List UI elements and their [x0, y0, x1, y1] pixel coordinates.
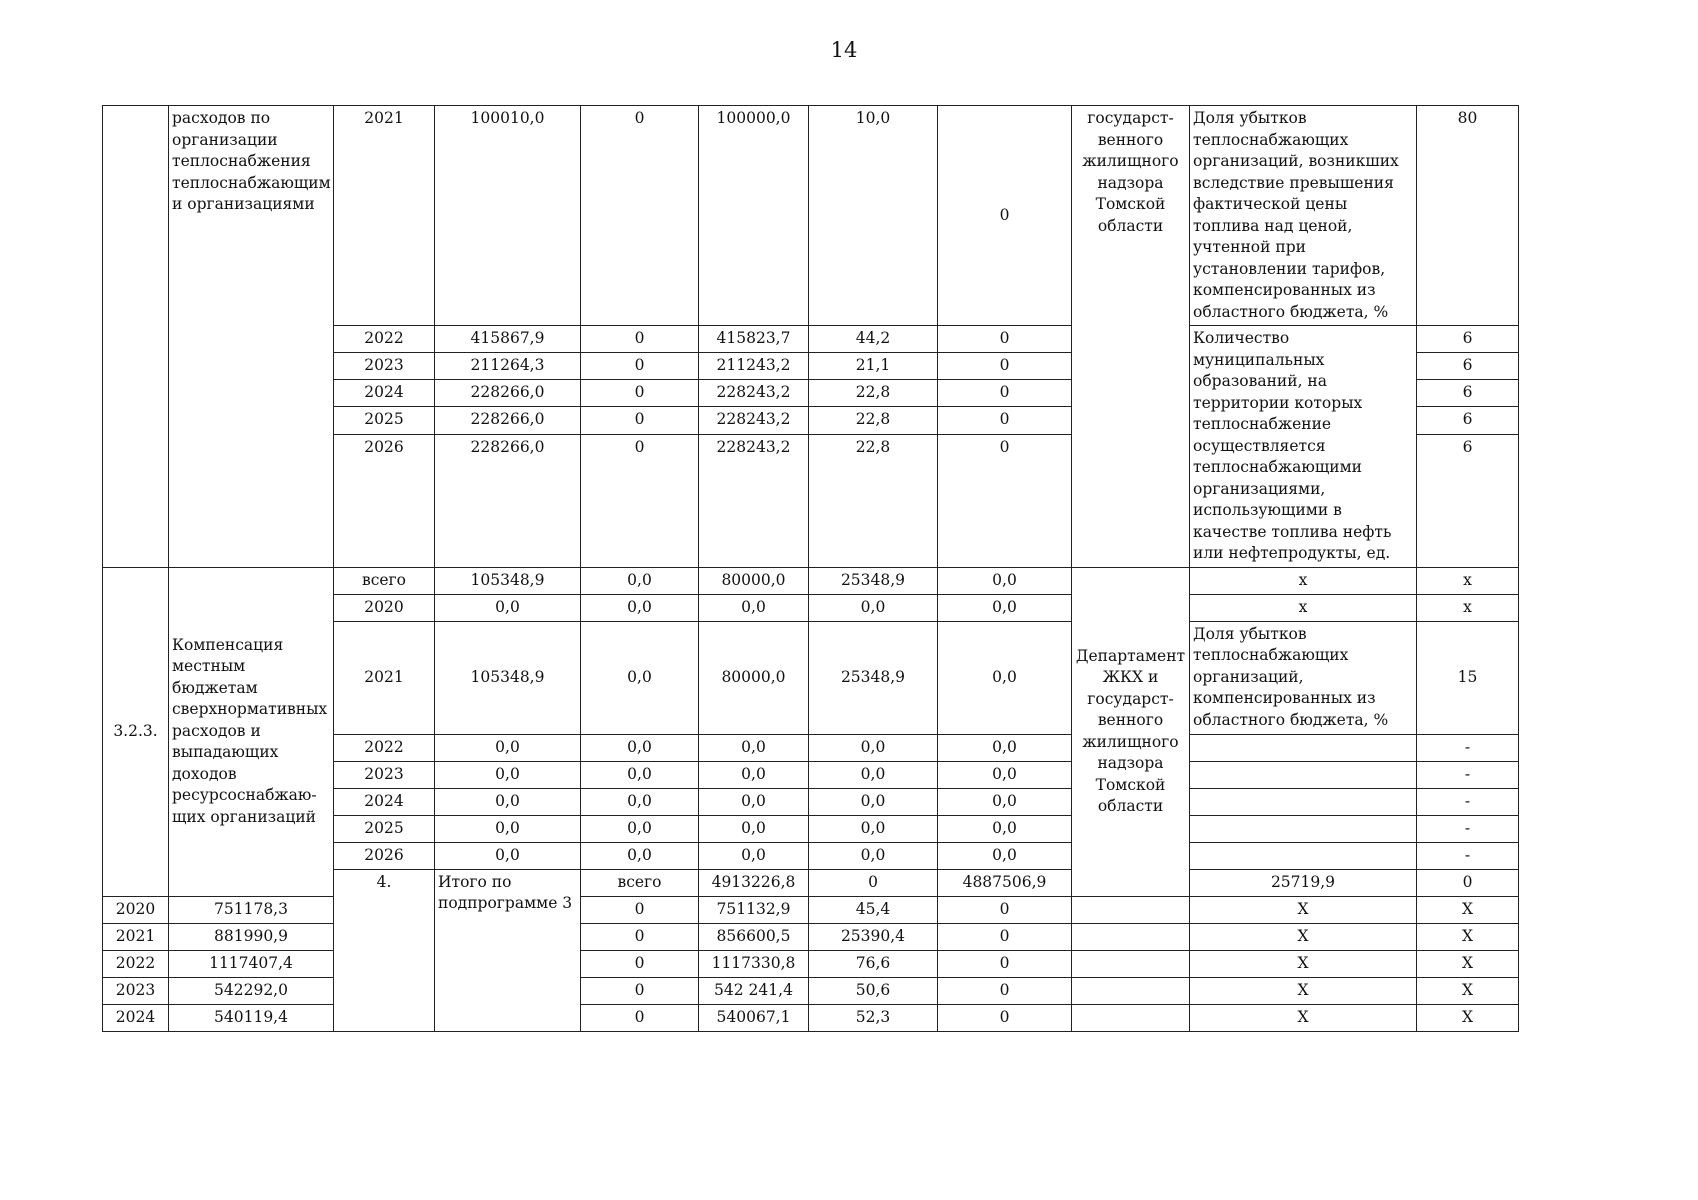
total-cell: 0,0	[435, 594, 581, 621]
extrabudget-cell: 0	[938, 923, 1072, 950]
extrabudget-cell: 0	[938, 407, 1072, 434]
local-cell: 0,0	[809, 594, 938, 621]
extrabudget-cell: 0	[938, 1004, 1072, 1031]
indicator-cell: X	[1190, 977, 1417, 1004]
extrabudget-cell: 0	[938, 434, 1072, 567]
extrabudget-cell: 0,0	[938, 761, 1072, 788]
indicator-value-cell: -	[1417, 842, 1519, 869]
local-cell: 25390,4	[809, 923, 938, 950]
row-number-cell	[103, 106, 169, 568]
regional-cell: 542 241,4	[699, 977, 809, 1004]
federal-cell: 0	[581, 896, 699, 923]
table-row	[103, 1004, 1519, 1031]
year-cell: 2023	[334, 761, 435, 788]
regional-cell: 0,0	[699, 842, 809, 869]
indicator-value-cell: -	[1417, 788, 1519, 815]
federal-cell: 0	[809, 869, 938, 896]
indicator-value-cell: 6	[1417, 353, 1519, 380]
table-row	[103, 950, 1519, 977]
indicator-cell	[1190, 788, 1417, 815]
extrabudget-cell: 0,0	[938, 594, 1072, 621]
regional-cell: 80000,0	[699, 567, 809, 594]
indicator-cell: Доля убытков теплоснабжающих организаций, возникших вследствие превышения фактической цены топлива над ценой, учтенной при установлении тарифов, компенсированных из областного бюджета, %	[1190, 106, 1417, 326]
row-number-cell: 3.2.3.	[103, 567, 169, 896]
total-cell: 0,0	[435, 815, 581, 842]
total-cell: 540119,4	[169, 1004, 334, 1031]
indicator-cell	[1190, 734, 1417, 761]
total-cell: 0,0	[435, 761, 581, 788]
row-number-cell: 4.	[334, 869, 435, 1031]
responsible-cell	[1072, 977, 1190, 1004]
federal-cell: 0	[581, 380, 699, 407]
regional-cell: 4887506,9	[938, 869, 1072, 896]
regional-cell: 540067,1	[699, 1004, 809, 1031]
year-cell: 2021	[103, 923, 169, 950]
indicator-value-cell: 6	[1417, 407, 1519, 434]
local-cell: 25348,9	[809, 621, 938, 734]
indicator-cell: Доля убытков теплоснабжающих организаций, компенсированных из областного бюджета, %	[1190, 621, 1417, 734]
regional-cell: 0,0	[699, 761, 809, 788]
federal-cell: 0,0	[581, 734, 699, 761]
local-cell: 0,0	[809, 788, 938, 815]
federal-cell: 0	[581, 106, 699, 326]
year-cell: 2022	[103, 950, 169, 977]
responsible-cell	[1072, 1004, 1190, 1031]
local-cell: 52,3	[809, 1004, 938, 1031]
local-cell: 25719,9	[1190, 869, 1417, 896]
extrabudget-cell: 0,0	[938, 788, 1072, 815]
regional-cell: 0,0	[699, 815, 809, 842]
regional-cell: 228243,2	[699, 434, 809, 567]
regional-cell: 0,0	[699, 788, 809, 815]
extrabudget-cell: 0,0	[938, 815, 1072, 842]
indicator-value-cell: -	[1417, 761, 1519, 788]
regional-cell: 1117330,8	[699, 950, 809, 977]
indicator-cell: x	[1190, 567, 1417, 594]
federal-cell: 0	[581, 923, 699, 950]
year-cell: 2023	[334, 353, 435, 380]
indicator-cell	[1190, 842, 1417, 869]
year-cell: 2021	[334, 621, 435, 734]
indicator-value-cell: X	[1417, 923, 1519, 950]
year-cell: 2025	[334, 815, 435, 842]
table-row	[103, 977, 1519, 1004]
indicator-cell: Количество муниципальных образований, на территории которых теплоснабжение осуществляется теплоснабжающими организациями, использующими в качестве топлива нефть или нефтепродукты, ед.	[1190, 326, 1417, 568]
local-cell: 21,1	[809, 353, 938, 380]
indicator-value-cell: X	[1417, 1004, 1519, 1031]
indicator-cell	[1190, 761, 1417, 788]
extrabudget-cell: 0	[1417, 869, 1519, 896]
year-cell: 2020	[334, 594, 435, 621]
total-cell: 881990,9	[169, 923, 334, 950]
indicator-value-cell: x	[1417, 567, 1519, 594]
indicator-value-cell: 6	[1417, 434, 1519, 567]
local-cell: 44,2	[809, 326, 938, 353]
year-cell: 2022	[334, 734, 435, 761]
federal-cell: 0,0	[581, 621, 699, 734]
year-cell: всего	[334, 567, 435, 594]
total-cell: 0,0	[435, 788, 581, 815]
extrabudget-cell: 0	[938, 326, 1072, 353]
local-cell: 0,0	[809, 761, 938, 788]
total-cell: 228266,0	[435, 434, 581, 567]
federal-cell: 0,0	[581, 842, 699, 869]
indicator-cell: X	[1190, 1004, 1417, 1031]
year-cell: всего	[581, 869, 699, 896]
federal-cell: 0,0	[581, 761, 699, 788]
indicator-cell: X	[1190, 923, 1417, 950]
local-cell: 0,0	[809, 815, 938, 842]
regional-cell: 228243,2	[699, 407, 809, 434]
total-cell: 0,0	[435, 842, 581, 869]
regional-cell: 0,0	[699, 594, 809, 621]
indicator-value-cell: 6	[1417, 326, 1519, 353]
indicator-cell: X	[1190, 896, 1417, 923]
regional-cell: 211243,2	[699, 353, 809, 380]
indicator-value-cell: X	[1417, 896, 1519, 923]
year-cell: 2023	[103, 977, 169, 1004]
year-cell: 2024	[334, 380, 435, 407]
federal-cell: 0	[581, 950, 699, 977]
indicator-value-cell: X	[1417, 950, 1519, 977]
year-cell: 2026	[334, 842, 435, 869]
federal-cell: 0	[581, 434, 699, 567]
local-cell: 22,8	[809, 434, 938, 567]
responsible-cell: государст-венного жилищного надзора Томской области	[1072, 106, 1190, 568]
extrabudget-cell: 0	[938, 353, 1072, 380]
total-cell: 1117407,4	[169, 950, 334, 977]
extrabudget-cell: 0,0	[938, 621, 1072, 734]
total-cell: 100010,0	[435, 106, 581, 326]
table-row	[103, 896, 1519, 923]
year-cell: 2020	[103, 896, 169, 923]
federal-cell: 0	[581, 353, 699, 380]
federal-cell: 0,0	[581, 815, 699, 842]
local-cell: 0,0	[809, 842, 938, 869]
federal-cell: 0	[581, 326, 699, 353]
measure-name: Итого по подпрограмме 3	[435, 869, 581, 1031]
indicator-cell	[1190, 815, 1417, 842]
indicator-value-cell: -	[1417, 734, 1519, 761]
local-cell: 22,8	[809, 380, 938, 407]
local-cell: 50,6	[809, 977, 938, 1004]
year-cell: 2026	[334, 434, 435, 567]
responsible-cell: Департамент ЖКХ и государст-венного жилищного надзора Томской области	[1072, 567, 1190, 896]
indicator-value-cell: X	[1417, 977, 1519, 1004]
local-cell: 10,0	[809, 106, 938, 326]
federal-cell: 0,0	[581, 594, 699, 621]
budget-table	[102, 105, 1519, 1032]
local-cell: 76,6	[809, 950, 938, 977]
regional-cell: 856600,5	[699, 923, 809, 950]
regional-cell: 228243,2	[699, 380, 809, 407]
extrabudget-cell: 0	[938, 380, 1072, 407]
extrabudget-cell: 0	[938, 106, 1072, 326]
responsible-cell	[1072, 896, 1190, 923]
indicator-value-cell: 15	[1417, 621, 1519, 734]
measure-name: расходов по организации теплоснабжения теплоснабжающим и организациями	[169, 106, 334, 568]
total-cell: 751178,3	[169, 896, 334, 923]
extrabudget-cell: 0	[938, 896, 1072, 923]
indicator-value-cell: -	[1417, 815, 1519, 842]
extrabudget-cell: 0	[938, 950, 1072, 977]
indicator-value-cell: 6	[1417, 380, 1519, 407]
federal-cell: 0,0	[581, 788, 699, 815]
regional-cell: 80000,0	[699, 621, 809, 734]
responsible-cell	[1072, 950, 1190, 977]
indicator-cell: x	[1190, 594, 1417, 621]
total-cell: 211264,3	[435, 353, 581, 380]
table-row	[103, 923, 1519, 950]
total-cell: 4913226,8	[699, 869, 809, 896]
local-cell: 22,8	[809, 407, 938, 434]
year-cell: 2021	[334, 106, 435, 326]
year-cell: 2024	[103, 1004, 169, 1031]
federal-cell: 0	[581, 1004, 699, 1031]
regional-cell: 751132,9	[699, 896, 809, 923]
extrabudget-cell: 0,0	[938, 734, 1072, 761]
indicator-value-cell: x	[1417, 594, 1519, 621]
total-cell: 228266,0	[435, 407, 581, 434]
local-cell: 25348,9	[809, 567, 938, 594]
regional-cell: 0,0	[699, 734, 809, 761]
year-cell: 2025	[334, 407, 435, 434]
total-cell: 228266,0	[435, 380, 581, 407]
total-cell: 0,0	[435, 734, 581, 761]
extrabudget-cell: 0,0	[938, 567, 1072, 594]
local-cell: 0,0	[809, 734, 938, 761]
total-cell: 542292,0	[169, 977, 334, 1004]
measure-name: Компенсация местным бюджетам сверхнормативных расходов и выпадающих доходов ресурсоснабжаю-щих организаций	[169, 567, 334, 896]
table-row	[103, 106, 1519, 326]
regional-cell: 100000,0	[699, 106, 809, 326]
extrabudget-cell: 0	[938, 977, 1072, 1004]
table-row	[103, 567, 1519, 594]
local-cell: 45,4	[809, 896, 938, 923]
total-cell: 105348,9	[435, 567, 581, 594]
federal-cell: 0,0	[581, 567, 699, 594]
indicator-value-cell: 80	[1417, 106, 1519, 326]
page-number: 14	[830, 38, 858, 62]
regional-cell: 415823,7	[699, 326, 809, 353]
federal-cell: 0	[581, 977, 699, 1004]
extrabudget-cell: 0,0	[938, 842, 1072, 869]
total-cell: 415867,9	[435, 326, 581, 353]
federal-cell: 0	[581, 407, 699, 434]
year-cell: 2024	[334, 788, 435, 815]
indicator-cell: X	[1190, 950, 1417, 977]
total-cell: 105348,9	[435, 621, 581, 734]
year-cell: 2022	[334, 326, 435, 353]
responsible-cell	[1072, 923, 1190, 950]
